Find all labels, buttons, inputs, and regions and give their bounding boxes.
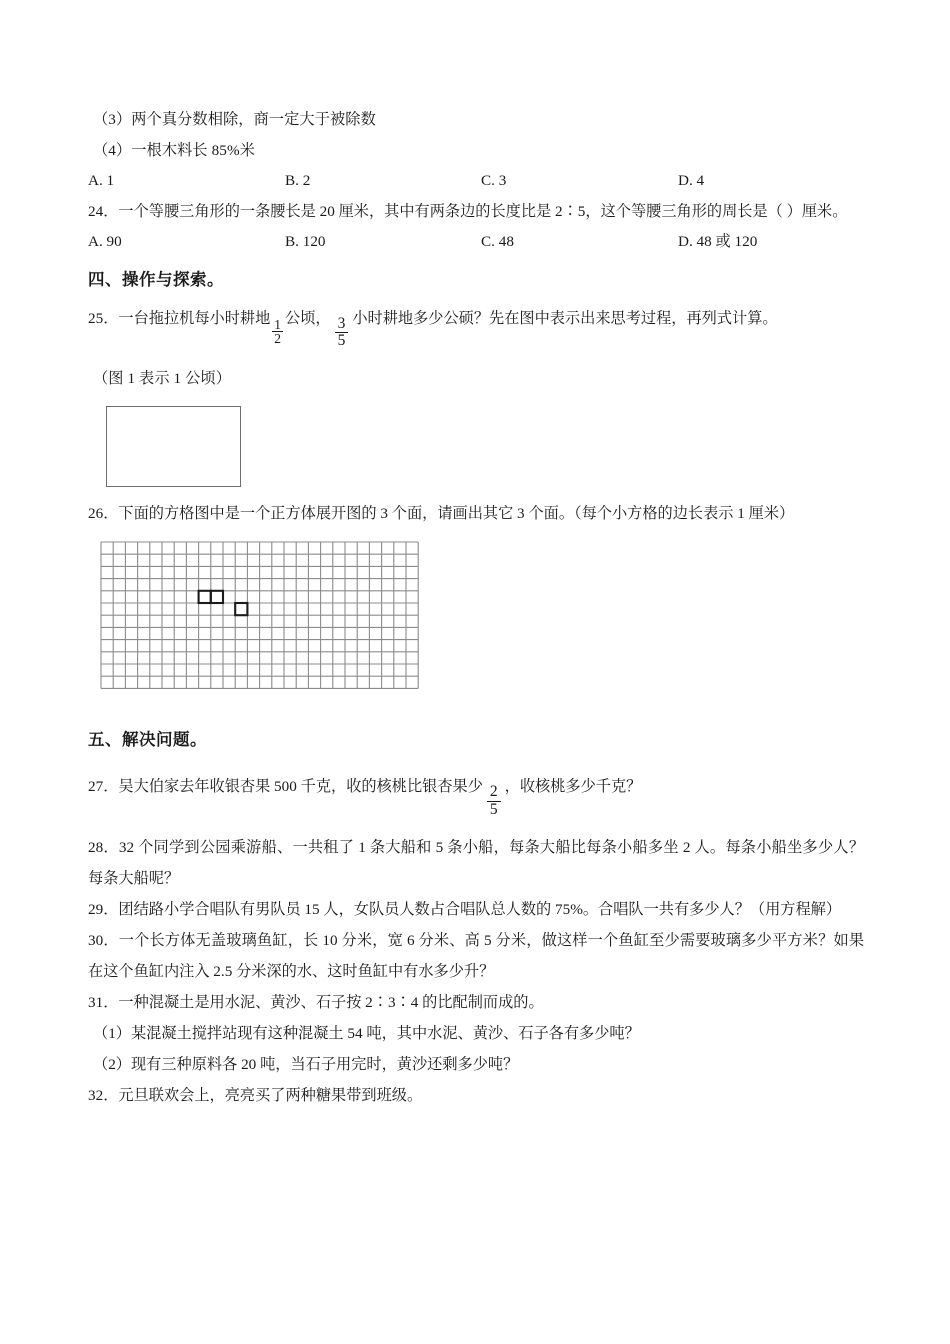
square-grid[interactable] [99,540,420,690]
option-a[interactable]: A. 1 [88,172,115,189]
option-d[interactable]: D. 4 [678,172,705,189]
question-31: 31．一种混凝土是用水泥、黄沙、石子按 2∶3∶4 的比配制而成的。 [88,993,544,1011]
question-24: 24．一个等腰三角形的一条腰长是 20 厘米，其中有两条边的长度比是 2∶5，这个等腰三角形的周长是（ ）厘米。 [88,203,848,220]
question-31-sub-2: （2）现有三种原料各 20 吨，当石子用完时，黄沙还剩多少吨？ [93,1055,519,1073]
fraction-numerator: 2 [489,783,498,801]
statement-item-4-post: 米 [239,142,256,159]
question-27 [88,771,864,817]
question-26-figure [88,529,864,697]
spacer [88,818,864,832]
statement-item-3: （3）两个真分数相除，商一定大于被除数 [93,111,376,128]
question-28: 28．32 个同学到公园乘游船、一共租了 1 条大船和 5 条小船，每条大船比每条小船多坐 2 人。每条小船坐多少人？每条大船呢？ [88,838,864,887]
page-content [88,104,864,1111]
fraction-three-fifths [335,316,349,350]
option-b[interactable]: B. 2 [285,172,311,189]
statement-item-4 [88,135,864,166]
question-27-suffix: ，收核桃多少千克？ [504,778,642,796]
question-29: 29．团结路小学合唱队有男队员 15 人，女队员人数占合唱队总人数的 75%。合唱队一共有多少人？（用方程解） [88,900,842,918]
fraction-denominator: 5 [335,332,349,349]
question-32: 32．元旦联欢会上，亮亮买了两种糖果带到班级。 [88,1086,423,1104]
fraction-two-fifths [487,784,501,818]
question-30: 30．一个长方体无盖玻璃鱼缸，长 10 分米，宽 6 分米、高 5 分米，做这样一个鱼缸至少需要玻璃多少平方米？如果在这个鱼缸内注入 2.5 分米深的水、这时鱼缸中有水多少升？ [88,931,864,980]
question-25-suffix: 小时耕地多少公硕？先在图中表示出来思考过程，再列式计算。 [352,310,778,327]
option-c[interactable]: C. 3 [481,172,507,189]
section-heading-4: 四、操作与探索。 [88,270,224,289]
question-25-mid: 公顷， [285,310,331,327]
question-25 [88,303,864,349]
spacer [88,697,864,723]
options-row-q24 [88,227,864,257]
question-25-prefix: 25．一台拖拉机每小时耕地 [88,310,271,327]
question-25-caption: （图 1 表示 1 公顷） [93,370,231,388]
question-26: 26．下面的方格图中是一个正方体展开图的 3 个面，请画出其它 3 个面。（每个小方格的边长表示 1 厘米） [88,505,795,523]
fraction-numerator: 3 [337,314,346,332]
question-25-figure [88,394,864,498]
statement-item-4-pre: （4）一根木料长 85% [93,142,240,159]
option-b[interactable]: B. 120 [285,233,326,250]
question-27-prefix: 27．吴大伯家去年收银杏果 500 千克，收的核桃比银杏果少 [88,778,483,796]
fraction-denominator: 2 [274,331,281,347]
spacer [88,349,864,363]
option-d[interactable]: D. 48 或 120 [678,233,758,250]
spacer [88,757,864,771]
fraction-denominator: 5 [487,801,501,818]
option-a[interactable]: A. 90 [88,233,122,250]
section-heading-5: 五、解决问题。 [88,730,207,750]
fraction-numerator: 1 [274,316,281,332]
hectare-rectangle[interactable] [106,406,241,487]
options-row-q23 [88,166,864,196]
option-c[interactable]: C. 48 [481,233,514,250]
question-31-sub-1: （1）某混凝土搅拌站现有这种混凝土 54 吨，其中水泥、黄沙、石子各有多少吨？ [93,1024,640,1042]
fraction-one-half [272,318,283,347]
